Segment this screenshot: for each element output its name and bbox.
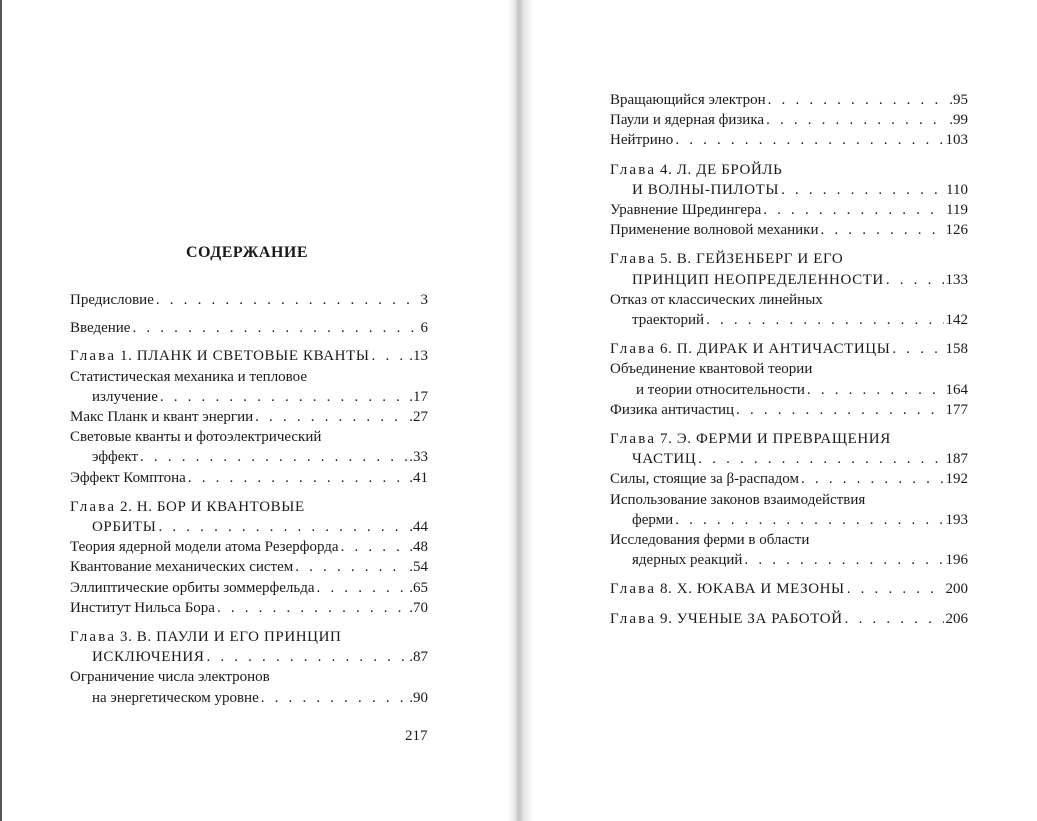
entry-title: Применение волновой механики (610, 222, 819, 239)
chapter-title: 1. ПЛАНК И СВЕТОВЫЕ КВАНТЫ (119, 348, 370, 365)
toc-chapter[interactable] (610, 180, 968, 200)
entry-page: 196 (945, 552, 968, 569)
entry-page: .48 (409, 539, 428, 556)
entry-title: Силы, стоящие за β-распадом (610, 471, 800, 488)
dot-leader (261, 688, 408, 708)
dot-leader (736, 400, 943, 420)
entry-page: 133 (945, 271, 968, 288)
entry-page: .65 (409, 579, 428, 596)
chapter-title-line2: ПРИНЦИП НЕОПРЕДЕЛЕННОСТИ (632, 271, 884, 288)
entry-title-line1[interactable]: Исследования ферми в области (610, 532, 810, 549)
dot-leader (675, 130, 943, 150)
toc-chapter[interactable] (70, 517, 428, 537)
dot-leader (847, 579, 944, 599)
dot-leader (255, 407, 407, 427)
toc-entry[interactable] (610, 220, 968, 240)
entry-title: Введение (70, 320, 131, 337)
entry-page: 206 (945, 610, 968, 627)
entry-page: 193 (945, 511, 968, 528)
toc-entry[interactable] (610, 130, 968, 150)
dot-leader (156, 290, 419, 310)
dot-leader (768, 90, 948, 110)
entry-title: Паули и ядерная физика (610, 112, 765, 129)
dot-leader (188, 468, 407, 488)
entry-title-line2: траекторий (632, 312, 705, 329)
entry-page: 142 (945, 312, 968, 329)
toc-chapter[interactable] (70, 346, 428, 366)
entry-title: Эффект Комптона (70, 469, 186, 486)
entry-page: 177 (945, 401, 968, 418)
chapter-label: Глава (610, 431, 657, 448)
dot-leader (892, 339, 943, 359)
toc-chapter-line1[interactable] (610, 160, 968, 180)
toc-entry[interactable] (610, 310, 968, 330)
dot-leader (763, 200, 944, 220)
entry-title-line2: эффект (92, 449, 139, 466)
dot-leader (698, 449, 943, 469)
entry-page: .41 (409, 469, 428, 486)
entry-title-line1[interactable]: Использование законов взаимодействия (610, 491, 866, 508)
chapter-label: Глава (610, 251, 657, 268)
chapter-label: Глава (610, 341, 657, 358)
toc-chapter[interactable] (610, 609, 968, 629)
chapter-title: 2. Н. БОР И КВАНТОВЫЕ (119, 498, 305, 515)
entry-title: Макс Планк и квант энергии (70, 409, 254, 426)
entry-page: .27 (409, 409, 428, 426)
chapter-title: 9. УЧЕНЫЕ ЗА РАБОТОЙ (659, 610, 843, 627)
chapter-title-line2: И ВОЛНЫ-ПИЛОТЫ (632, 181, 780, 198)
dot-leader (801, 469, 943, 489)
entry-page: 119 (946, 202, 968, 219)
entry-title: Уравнение Шредингера (610, 202, 762, 219)
dot-leader (158, 517, 407, 537)
entry-page: 126 (945, 222, 968, 239)
chapter-label: Глава (610, 581, 657, 598)
toc-entry[interactable] (70, 407, 428, 427)
entry-title: Квантование механических систем (70, 559, 294, 576)
dot-leader (744, 550, 943, 570)
entry-page: .99 (949, 112, 968, 129)
entry-title: Нейтрино (610, 132, 674, 149)
toc-entry[interactable] (70, 447, 428, 467)
dot-leader (807, 380, 944, 400)
dot-leader (295, 557, 407, 577)
dot-leader (675, 510, 943, 530)
toc-entry[interactable] (70, 387, 428, 407)
toc-entry[interactable] (70, 290, 428, 310)
dot-leader (341, 537, 408, 557)
entry-title: Физика античастиц (610, 401, 735, 418)
toc-entry[interactable] (70, 318, 428, 338)
toc-entry[interactable] (610, 469, 968, 489)
toc-entry[interactable] (70, 468, 428, 488)
entry-page: .44 (409, 519, 428, 536)
toc-entry[interactable] (70, 688, 428, 708)
chapter-title: 4. Л. ДЕ БРОЙЛЬ (659, 161, 783, 178)
entry-title: Предисловие (70, 292, 154, 308)
entry-page: .33 (409, 449, 428, 466)
chapter-title-line2: ОРБИТЫ (92, 519, 157, 536)
toc-chapter[interactable] (70, 647, 428, 667)
entry-title-line2: ферми (632, 511, 674, 528)
chapter-title: 6. П. ДИРАК И АНТИЧАСТИЦЫ (659, 341, 891, 358)
dot-leader (706, 310, 943, 330)
toc-entry[interactable] (610, 400, 968, 420)
entry-title-line1[interactable]: Отказ от классических линейных (610, 291, 823, 308)
page-number: 217 (405, 728, 428, 744)
entry-page: .87 (409, 649, 428, 666)
dot-leader (217, 598, 407, 618)
toc-chapter-line1[interactable] (610, 249, 968, 269)
toc-left-column (70, 290, 428, 708)
toc-chapter[interactable] (610, 449, 968, 469)
entry-page: 187 (945, 451, 968, 468)
entry-title: Теория ядерной модели атома Резерфорда (70, 539, 339, 556)
entry-page: .54 (409, 559, 428, 576)
toc-entry[interactable] (610, 90, 968, 110)
chapter-title-line2: ЧАСТИЦ (632, 451, 697, 468)
entry-title-line2: ядерных реакций (632, 552, 743, 569)
toc-entry[interactable] (610, 110, 968, 130)
dot-leader (821, 220, 944, 240)
entry-title: Институт Нильса Бора (70, 599, 215, 616)
toc-entry[interactable] (610, 550, 968, 570)
toc-entry[interactable] (70, 557, 428, 577)
entry-page: .95 (949, 92, 968, 108)
entry-title-line1[interactable]: Статистическая механика и тепловое (70, 368, 307, 385)
entry-page: 200 (945, 581, 968, 598)
entry-title-line1[interactable]: Ограничение числа электронов (70, 669, 270, 686)
entry-title: Эллиптические орбиты зоммерфельда (70, 579, 315, 596)
toc-chapter-line1[interactable] (70, 497, 428, 517)
entry-title-line2: и теории относительности (636, 381, 805, 398)
chapter-title: 5. В. ГЕЙЗЕНБЕРГ И ЕГО (659, 251, 844, 268)
chapter-label: Глава (70, 348, 117, 365)
toc-entry[interactable] (610, 200, 968, 220)
dot-leader (140, 447, 407, 467)
toc-right-column (610, 90, 968, 629)
toc-entry[interactable] (610, 510, 968, 530)
entry-page: .17 (409, 388, 428, 405)
book-spine (508, 0, 534, 821)
toc-chapter[interactable] (610, 579, 968, 599)
entry-page: .90 (409, 689, 428, 706)
chapter-label: Глава (70, 629, 117, 646)
chapter-title: 7. Э. ФЕРМИ И ПРЕВРАЩЕНИЯ (659, 431, 891, 448)
dot-leader (845, 609, 944, 629)
entry-page: 103 (945, 132, 968, 149)
dot-leader (317, 578, 408, 598)
entry-page: 110 (946, 181, 968, 198)
dot-leader (372, 346, 408, 366)
entry-page: 158 (945, 341, 968, 358)
chapter-label: Глава (70, 498, 117, 515)
dot-leader (781, 180, 944, 200)
chapter-title: 3. В. ПАУЛИ И ЕГО ПРИНЦИП (119, 629, 342, 646)
entry-page: 192 (945, 471, 968, 488)
toc-chapter-line1[interactable] (70, 627, 428, 647)
chapter-title: 8. Х. ЮКАВА И МЕЗОНЫ (659, 581, 845, 598)
entry-page: .13 (409, 348, 428, 365)
entry-page: 6 (420, 320, 428, 337)
dot-leader (886, 270, 944, 290)
entry-title: Вращающийся электрон (610, 92, 766, 108)
entry-page: 3 (420, 292, 428, 308)
toc-title: СОДЕРЖАНИЕ (186, 244, 309, 261)
chapter-label: Глава (610, 161, 657, 178)
toc-chapter[interactable] (610, 270, 968, 290)
chapter-label: Глава (610, 610, 657, 627)
toc-entry[interactable] (610, 380, 968, 400)
dot-leader (160, 387, 407, 407)
entry-page: .70 (409, 599, 428, 616)
entry-title-line2: на энергетическом уровне (92, 689, 259, 706)
toc-chapter[interactable] (610, 339, 968, 359)
entry-page: 164 (945, 381, 968, 398)
toc-entry[interactable] (70, 578, 428, 598)
dot-leader (206, 647, 407, 667)
entry-title-line1[interactable]: Световые кванты и фотоэлектрический (70, 429, 322, 446)
toc-chapter-line1[interactable] (610, 429, 968, 449)
dot-leader (132, 318, 418, 338)
entry-title-line2: излучение (92, 388, 158, 405)
toc-entry[interactable] (70, 537, 428, 557)
toc-entry[interactable] (70, 598, 428, 618)
dot-leader (766, 110, 947, 130)
chapter-title-line2: ИСКЛЮЧЕНИЯ (92, 649, 205, 666)
entry-title-line1[interactable]: Объединение квантовой теории (610, 361, 813, 378)
